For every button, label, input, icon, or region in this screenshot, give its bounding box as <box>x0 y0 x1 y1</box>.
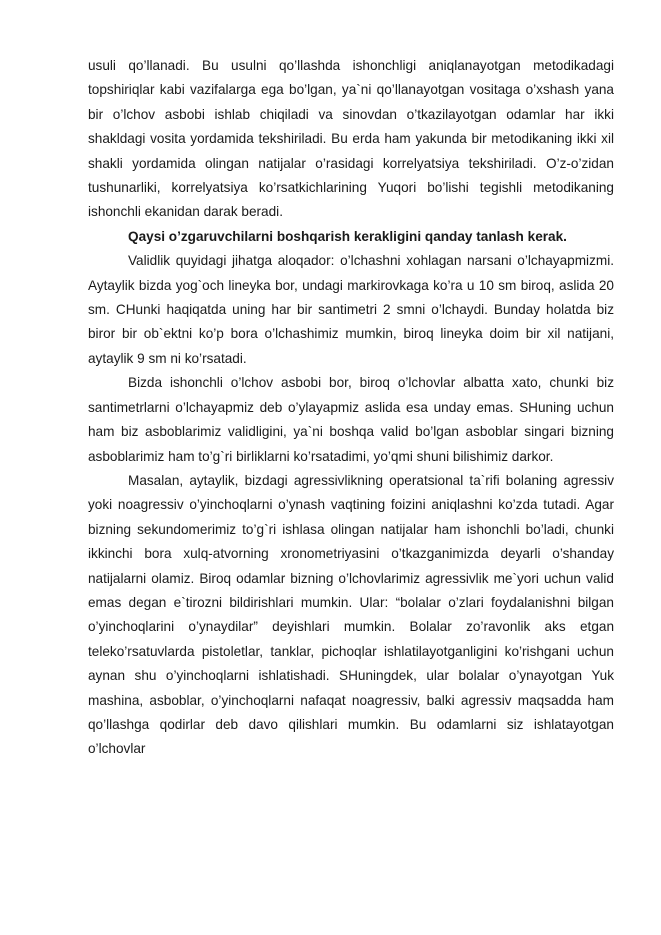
paragraph-2: Validlik quyidagi jihatga aloqador: o’lchashni xohlagan narsani o’lchayapmizmi. Aytaylik bizda yog`och lineyka bor, undagi markirovkaga ko’ra u 10 sm biroq, aslida 20 sm. CHunki haqiqatda uning har bir santimetri 2 smni o’lchaydi. Bunday holatda biz biror bir ob`ektni ko’p bora o’lchashimiz mumkin, biroq lineyka doim bir xil natijani, aytaylik 9 sm ni ko’rsatadi. <box>88 253 614 366</box>
document-page <box>88 54 614 762</box>
section-heading: Qaysi o’zgaruvchilarni boshqarish kerakligini qanday tanlash kerak. <box>128 228 567 244</box>
paragraph-1: usuli qo’llanadi. Bu usulni qo’llashda ishonchligi aniqlanayotgan metodikadagi topshiriqlar kabi vazifalarga ega bo’lgan, ya`ni qo’llanayotgan vositaga o’xshash yana bir o’lchov asbobi ishlab chiqiladi va sinovdan o’tkazilayotgan odamlar har ikki shakldagi vosita yordamida tekshiriladi. Bu erda ham yakunda bir metodikaning ikki xil shakli yordamida olingan natijalar o’rasidagi korrelyatsiya tekshiriladi. O’z-o’zidan tushunarliki, korrelyatsiya ko’rsatkichlarining Yuqori bo’lishi tegishli metodikaning ishonchli ekanidan darak beradi. <box>88 58 614 220</box>
paragraph-4: Masalan, aytaylik, bizdagi agressivlikning operatsional ta`rifi bolaning agressiv yoki noagressiv o’yinchoqlarni o’ynash vaqtining foizini aniqlashni ko’zda tutadi. Agar bizning sekundomerimiz to’g`ri ishlasa olingan natijalar ham ishonchli bo’ladi, chunki ikkinchi bora xulq-atvorning xronometriyasini o’tkazganimizda deyarli o’shanday natijalarni olamiz. Biroq odamlar bizning o’lchovlarimiz agressivlik me`yori uchun valid emas degan e`tirozni bildirishlari mumkin. Ular: “bolalar o’zlari foydalanishni bilgan o’yinchoqlarini o’ynaydilar” deyishlari mumkin. Bolalar zo’ravonlik aks etgan teleko’rsatuvlarda pistoletlar, tanklar, pichoqlar ishlatilayotganligini ko’rishgani uchun aynan shu o’yinchoqlarni ishlatishadi. SHuningdek, ular bolalar o’ynayotgan Yuk mashina, asboblar, o’yinchoqlarni nafaqat noagressiv, balki agressiv maqsadda ham qo’llashga qodirlar deb davo qilishlari mumkin. Bu odamlarni siz ishlatayotgan o’lchovlar <box>88 472 614 757</box>
paragraph-3: Bizda ishonchli o’lchov asbobi bor, biroq o’lchovlar albatta xato, chunki biz santimetrlarni o’lchayapmiz deb o’ylayapmiz aslida esa unday emas. SHuning uchun ham biz asboblarimiz validligini, ya`ni boshqa valid bo’lgan asboblar singari bizning asboblarimiz ham to’g`ri birliklarni ko’rsatadimi, yo’qmi shuni bilishimiz darkor. <box>88 375 614 464</box>
